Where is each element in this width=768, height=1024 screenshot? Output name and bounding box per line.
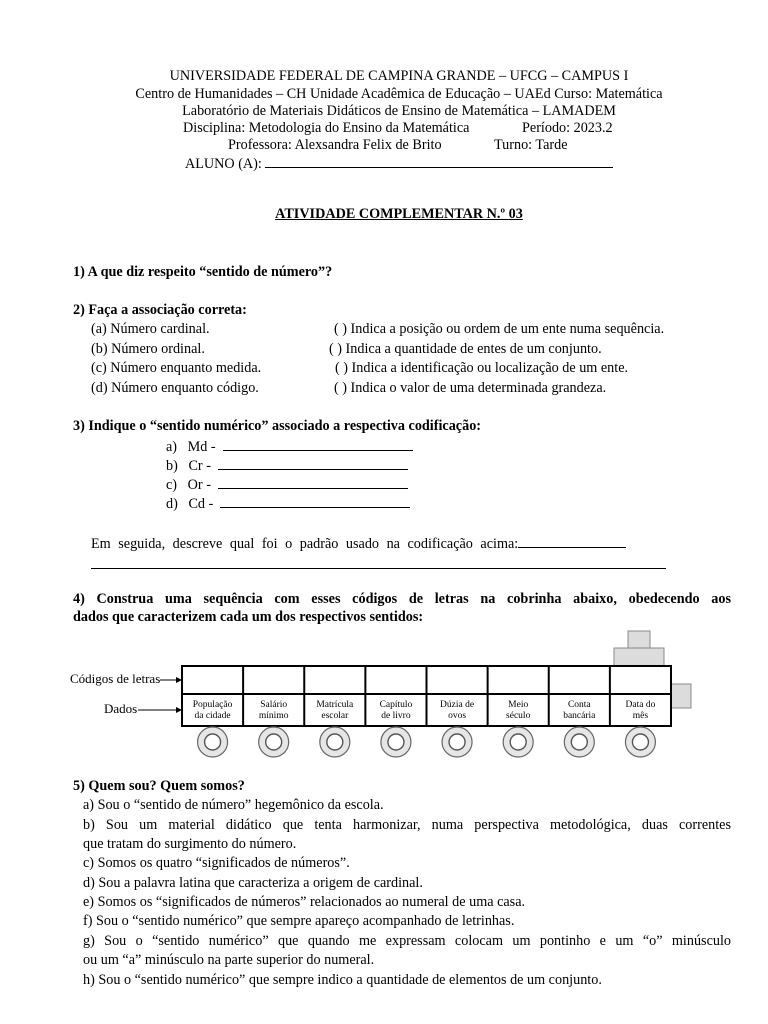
q3-code-cd: Cd - bbox=[188, 496, 214, 512]
q3-answer-line-d[interactable] bbox=[220, 494, 410, 508]
q5-item-h: h) Sou o “sentido numérico” que sempre indico a quantidade de elementos de um conjunto. bbox=[83, 972, 602, 988]
q3-followup-text: Em seguida, descreve qual foi o padrão usado na codificação acima: bbox=[91, 536, 519, 552]
code-cell-7[interactable] bbox=[551, 668, 608, 692]
data-cell-5-line-2: ovos bbox=[448, 711, 467, 721]
q3-item-c[interactable] bbox=[166, 475, 408, 494]
q5-item-a: a) Sou o “sentido de número” hegemônico da escola. bbox=[83, 797, 384, 813]
q3-item-b[interactable] bbox=[166, 456, 408, 475]
q2-right-4[interactable]: ( ) Indica o valor de uma determinada grandeza. bbox=[334, 380, 607, 396]
q3-item-d[interactable] bbox=[166, 494, 410, 513]
code-cell-3[interactable] bbox=[306, 668, 363, 692]
wheel-icon bbox=[442, 727, 472, 757]
wheel-icon bbox=[198, 727, 228, 757]
q5-item-d: d) Sou a palavra latina que caracteriza a origem de cardinal. bbox=[83, 875, 423, 891]
q5-item-b-line1: b) Sou um material didático que tenta harmonizar, numa perspectiva metodológica, duas correntes bbox=[83, 817, 731, 833]
data-cell-7-line-1: Conta bbox=[567, 700, 591, 710]
code-cell-6[interactable] bbox=[490, 668, 547, 692]
data-cell-1-line-1: População bbox=[192, 700, 233, 710]
q5-item-c: c) Somos os quatro “significados de números”. bbox=[83, 855, 350, 871]
q3-answer-line-a[interactable] bbox=[223, 437, 413, 451]
wheel-icon bbox=[320, 727, 350, 757]
chimney-top-icon bbox=[628, 631, 650, 648]
university-name: UNIVERSIDADE FEDERAL DE CAMPINA GRANDE – UFCG – CAMPUS I bbox=[169, 68, 629, 84]
data-cell-6-line-2: século bbox=[506, 711, 531, 721]
data-cell-8-line-2: mês bbox=[632, 711, 649, 721]
q2-right-1[interactable]: ( ) Indica a posição ou ordem de um ente numa sequência. bbox=[334, 321, 665, 337]
q5-item-b-line2: que tratam do surgimento do número. bbox=[83, 836, 297, 852]
data-cell-1-line-2: da cidade bbox=[194, 711, 231, 721]
train-diagram bbox=[0, 620, 768, 770]
q3-letter-c: c) bbox=[166, 477, 178, 493]
wheel-icon bbox=[259, 727, 289, 757]
wheel-icon bbox=[564, 727, 594, 757]
question-1: 1) A que diz respeito “sentido de número”? bbox=[73, 264, 333, 280]
q2-left-a: (a) Número cardinal. bbox=[91, 321, 210, 337]
page-title: ATIVIDADE COMPLEMENTAR N.º 03 bbox=[275, 206, 523, 222]
q5-item-f: f) Sou o “sentido numérico” que sempre apareço acompanhado de letrinhas. bbox=[83, 913, 515, 929]
center-unit: Centro de Humanidades – CH Unidade Acadêmica de Educação – UAEd Curso: Matemática bbox=[135, 86, 663, 102]
q3-letter-a: a) bbox=[166, 439, 178, 455]
data-cell-8-line-1: Data do bbox=[625, 700, 656, 710]
question-4-line1: 4) Construa uma sequência com esses códigos de letras na cobrinha abaixo, obedecendo aos bbox=[73, 591, 731, 607]
q3-answer-line-c[interactable] bbox=[218, 475, 408, 489]
data-cell-5-line-1: Dúzia de bbox=[440, 700, 475, 710]
q2-left-d: (d) Número enquanto código. bbox=[91, 380, 259, 396]
q3-letter-d: d) bbox=[166, 496, 178, 512]
q3-letter-b: b) bbox=[166, 458, 178, 474]
code-cell-1[interactable] bbox=[184, 668, 241, 692]
data-label: Dados bbox=[104, 701, 138, 716]
student-label: ALUNO (A): bbox=[185, 156, 262, 172]
q2-right-3[interactable]: ( ) Indica a identificação ou localização de um ente. bbox=[335, 360, 629, 376]
q3-followup-line-1[interactable] bbox=[518, 534, 626, 548]
q3-followup[interactable] bbox=[91, 534, 671, 553]
q3-item-a[interactable] bbox=[166, 437, 413, 456]
shift: Turno: Tarde bbox=[494, 137, 568, 153]
question-5-title: 5) Quem sou? Quem somos? bbox=[73, 778, 245, 794]
q2-right-2[interactable]: ( ) Indica a quantidade de entes de um conjunto. bbox=[329, 341, 602, 357]
q3-code-or: Or - bbox=[187, 477, 211, 493]
code-cell-5[interactable] bbox=[429, 668, 486, 692]
data-cell-4-line-1: Capítulo bbox=[379, 700, 413, 710]
data-cell-2-line-2: mínimo bbox=[258, 711, 289, 721]
data-cell-3-line-1: Matrícula bbox=[316, 700, 354, 710]
discipline: Disciplina: Metodologia do Ensino da Matemática bbox=[183, 120, 470, 136]
q3-followup-line-2[interactable] bbox=[91, 568, 666, 569]
q3-code-md: Md - bbox=[187, 439, 216, 455]
wheel-icon bbox=[625, 727, 655, 757]
wheel-icon bbox=[381, 727, 411, 757]
period: Período: 2023.2 bbox=[522, 120, 613, 136]
train-buffer-icon bbox=[671, 684, 691, 708]
data-cell-4-line-2: de livro bbox=[381, 711, 411, 721]
laboratory: Laboratório de Materiais Didáticos de Ensino de Matemática – LAMADEM bbox=[182, 103, 616, 119]
codes-label: Códigos de letras bbox=[70, 671, 161, 686]
student-name-line[interactable] bbox=[265, 154, 613, 168]
q2-left-b: (b) Número ordinal. bbox=[91, 341, 205, 357]
code-cell-4[interactable] bbox=[367, 668, 424, 692]
chimney-base-icon bbox=[614, 648, 664, 666]
code-cell-2[interactable] bbox=[245, 668, 302, 692]
q3-answer-line-b[interactable] bbox=[218, 456, 408, 470]
q3-code-cr: Cr - bbox=[188, 458, 211, 474]
wheel-icon bbox=[503, 727, 533, 757]
data-cell-6-line-1: Meio bbox=[508, 700, 529, 710]
q2-left-c: (c) Número enquanto medida. bbox=[91, 360, 262, 376]
q5-item-e: e) Somos os “significados de números” relacionados ao numeral de uma casa. bbox=[83, 894, 526, 910]
question-2-title: 2) Faça a associação correta: bbox=[73, 302, 247, 318]
code-cell-8[interactable] bbox=[612, 668, 669, 692]
student-field[interactable] bbox=[185, 154, 613, 173]
data-cell-2-line-1: Salário bbox=[260, 700, 288, 710]
data-cell-3-line-2: escolar bbox=[321, 711, 349, 721]
data-cell-7-line-2: bancária bbox=[563, 711, 596, 721]
q5-item-g-line2: ou um “a” minúsculo na parte superior do numeral. bbox=[83, 952, 375, 968]
question-3-title: 3) Indique o “sentido numérico” associado a respectiva codificação: bbox=[73, 418, 482, 434]
q5-item-g-line1: g) Sou o “sentido numérico” que quando me expressam colocam um pontinho e um “o” minúsculo bbox=[83, 933, 731, 949]
question-4-line2: dados que caracterizem cada um dos respectivos sentidos: bbox=[73, 609, 424, 624]
professor: Professora: Alexsandra Felix de Brito bbox=[228, 137, 442, 153]
